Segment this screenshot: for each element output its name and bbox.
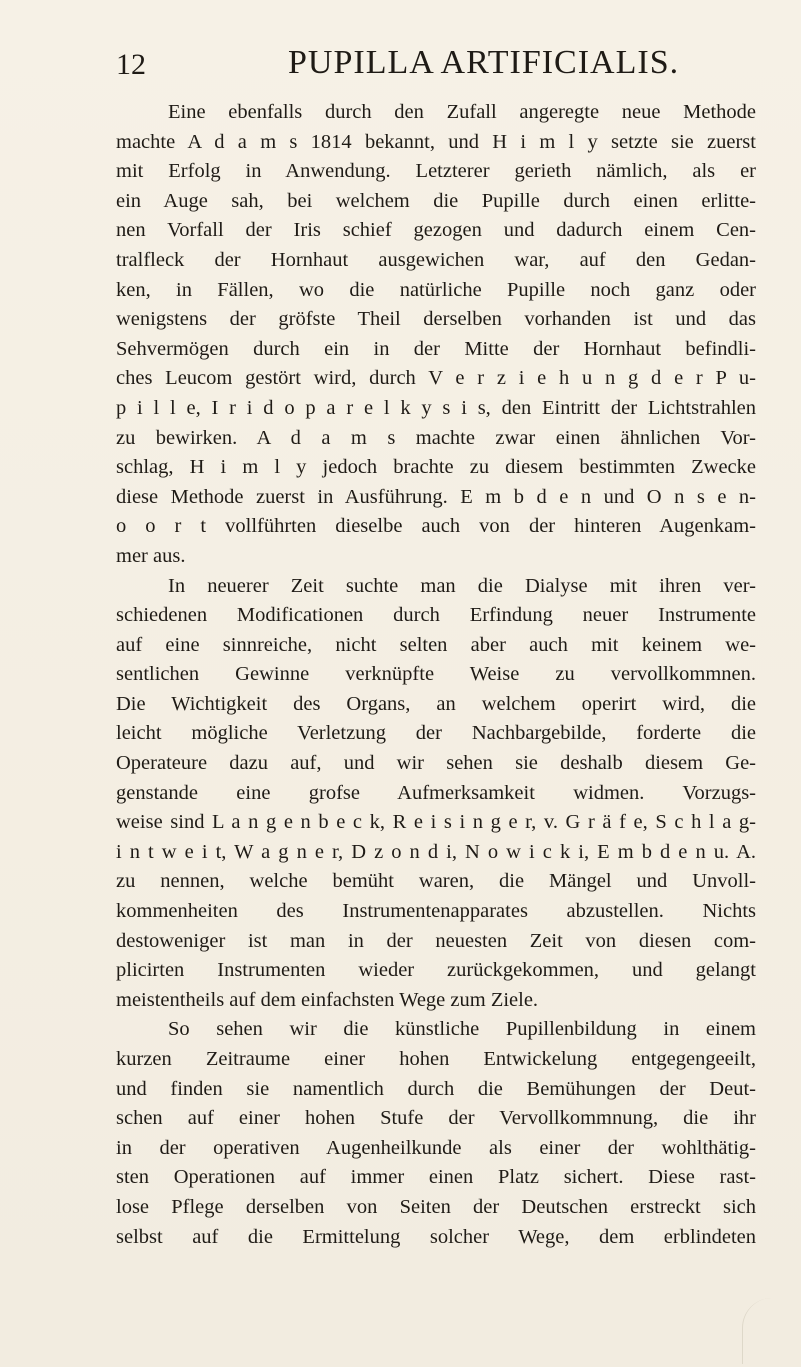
text-line: schlag, H i m l y jedoch brachte zu diesem bestimmten Zwecke: [116, 456, 756, 479]
text-line: ein Auge sah, bei welchem die Pupille durch einen erlitte-: [116, 189, 756, 212]
text-line: weise sind L a n g e n b e c k, R e i s i n g e r, v. G r ä f e, S c h l a g-: [116, 811, 756, 834]
text-line: Sehvermögen durch ein in der Mitte der Hornhaut befindli-: [116, 337, 756, 360]
text-line: Eine ebenfalls durch den Zufall angeregte neue Methode: [168, 101, 756, 123]
text-line: kurzen Zeitraume einer hohen Entwickelung entgegengeeilt,: [116, 1048, 756, 1070]
text-line: destoweniger ist man in der neuesten Zeit von diesen com-: [116, 929, 756, 952]
text-line: ches Leucom gestört wird, durch V e r z i e h u n g d e r P u-: [116, 367, 756, 390]
text-line: mit Erfolg in Anwendung. Letzterer gerieth nämlich, als er: [116, 160, 756, 183]
text-line: nen Vorfall der Iris schief gezogen und dadurch einem Cen-: [116, 219, 756, 242]
text-line: i n t w e i t, W a g n e r, D z o n d i, N o w i c k i, E m b d e n u. A.: [116, 840, 756, 863]
text-line: ken, in Fällen, wo die natürliche Pupille noch ganz oder: [116, 278, 756, 301]
text-line: diese Methode zuerst in Ausführung. E m b d e n und O n s e n-: [116, 485, 756, 508]
text-line: Operateure dazu auf, und wir sehen sie deshalb diesem Ge-: [116, 752, 756, 775]
text-line: auf eine sinnreiche, nicht selten aber auch mit keinem we-: [116, 633, 756, 656]
text-line: machte A d a m s 1814 bekannt, und H i m l y setzte sie zuerst: [116, 130, 756, 153]
page-number: 12: [116, 48, 146, 81]
page-header: [116, 44, 771, 94]
text-line: kommenheiten des Instrumentenapparates abzustellen. Nichts: [116, 900, 756, 923]
text-line: schiedenen Modificationen durch Erfindung neuer Instrumente: [116, 604, 756, 627]
text-line: und finden sie namentlich durch die Bemühungen der Deut-: [116, 1077, 756, 1100]
text-line: zu nennen, welche bemüht waren, die Mängel und Unvoll-: [116, 870, 756, 893]
text-line: Die Wichtigkeit des Organs, an welchem operirt wird, die: [116, 692, 756, 715]
text-line: o o r t vollführten dieselbe auch von der hinteren Augenkam-: [116, 515, 756, 538]
page-curl-mark: [742, 1298, 773, 1364]
text-line: leicht mögliche Verletzung der Nachbargebilde, forderte die: [116, 722, 756, 745]
text-line: sten Operationen auf immer einen Platz sichert. Diese rast-: [116, 1166, 756, 1189]
running-head: PUPILLA ARTIFICIALIS.: [288, 44, 680, 81]
text-line: So sehen wir die künstliche Pupillenbildung in einem: [168, 1018, 756, 1041]
text-line: meistentheils auf dem einfachsten Wege zum Ziele.: [116, 988, 539, 1011]
text-line: p i l l e, I r i d o p a r e l k y s i s, den Eintritt der Lichtstrahlen: [116, 396, 756, 419]
text-line: schen auf einer hohen Stufe der Vervollkommnung, die ihr: [116, 1107, 756, 1130]
text-line: selbst auf die Ermittelung solcher Wege, dem erblindeten: [116, 1225, 756, 1248]
text-line: zu bewirken. A d a m s machte zwar einen ähnlichen Vor-: [116, 426, 756, 449]
text-line: plicirten Instrumenten wieder zurückgekommen, und gelangt: [116, 959, 756, 982]
text-line: In neuerer Zeit suchte man die Dialyse mit ihren ver-: [168, 574, 756, 597]
text-line: sentlichen Gewinne verknüpfte Weise zu vervollkommnen.: [116, 663, 756, 686]
body-text: [116, 98, 756, 1252]
text-line: lose Pflege derselben von Seiten der Deutschen erstreckt sich: [116, 1195, 756, 1218]
text-line: in der operativen Augenheilkunde als einer der wohlthätig-: [116, 1136, 756, 1159]
text-line: wenigstens der gröfste Theil derselben vorhanden ist und das: [116, 308, 756, 331]
text-line: mer aus.: [116, 544, 186, 567]
text-line: genstande eine grofse Aufmerksamkeit widmen. Vorzugs-: [116, 781, 756, 804]
text-line: tralfleck der Hornhaut ausgewichen war, auf den Gedan-: [116, 248, 756, 271]
